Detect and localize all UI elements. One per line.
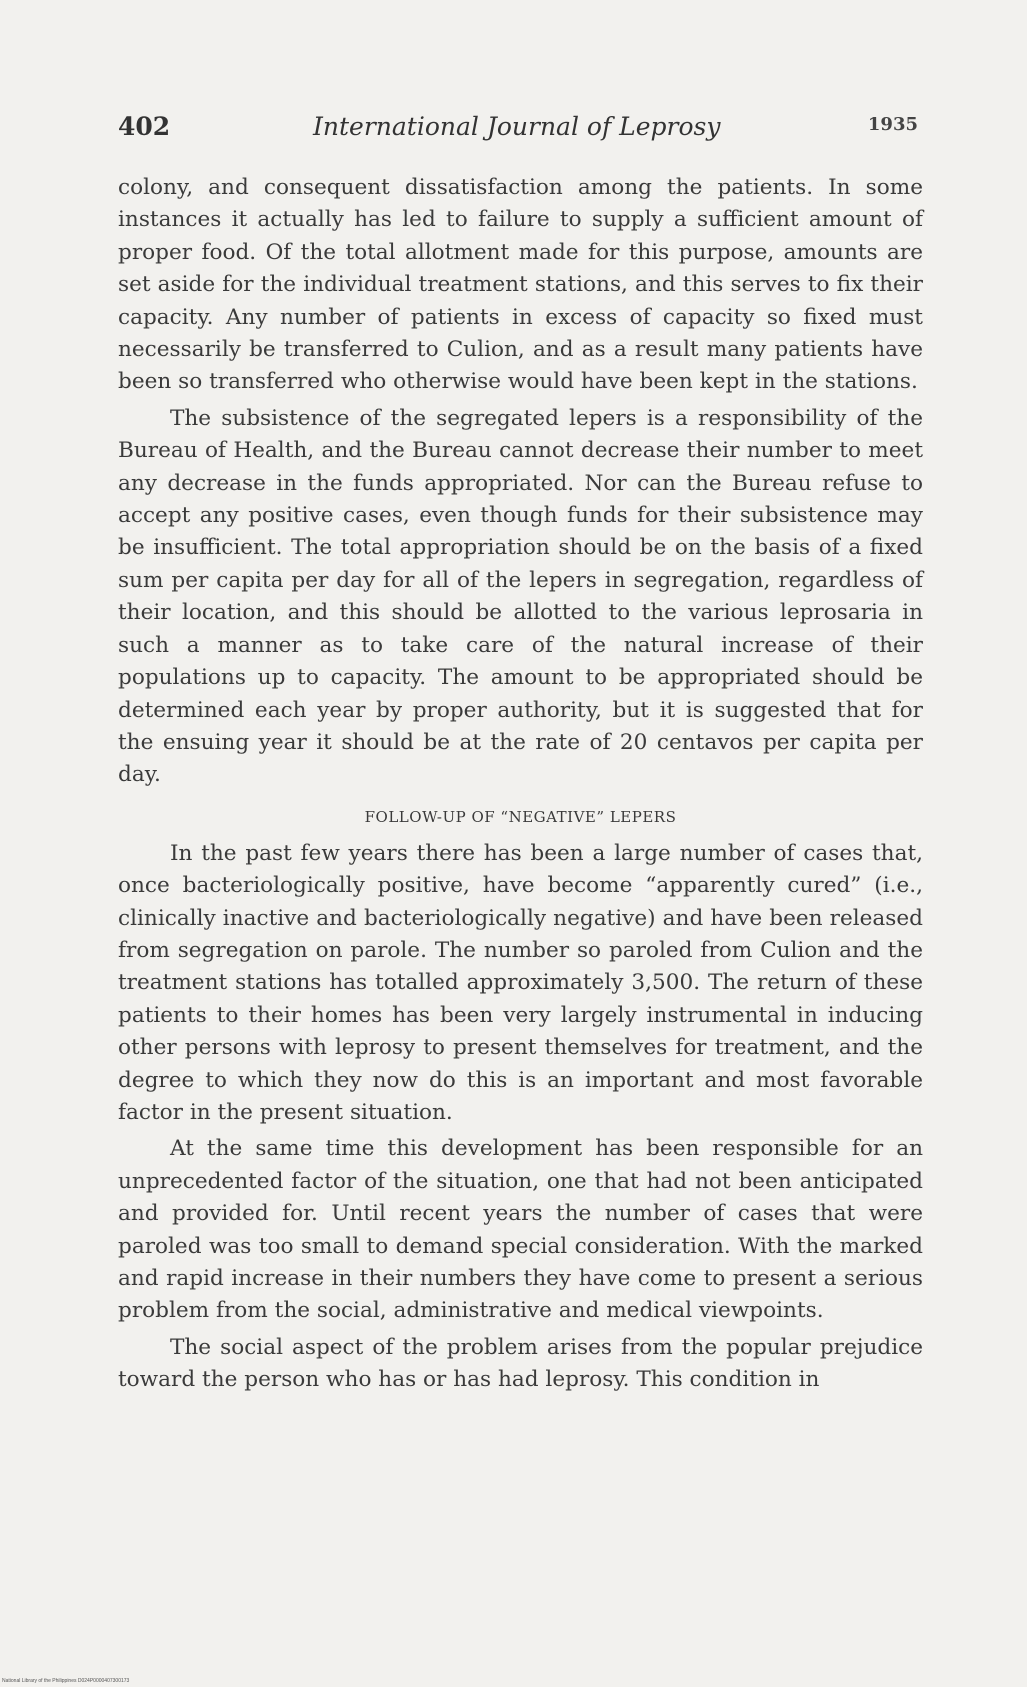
paragraph-negative-cases: In the past few years there has been a large number of cases that, once bacteriologically positive, have become “apparently cured” (i.e., clinically inactive and bacteriologically negative) and have been released from segregation on parole. The number so paroled from Culion and the treatment stations has totalled approximately 3,500. The return of these patients to their homes has been very largely instrumental in inducing other persons with leprosy to present themselves for treatment, and the degree to which they now do this is an important and most favorable factor in the present situation. — [118, 840, 923, 1125]
section-heading: FOLLOW-UP OF “NEGATIVE” LEPERS — [364, 807, 677, 826]
archive-footer-note: National Library of the Philippines D024P0000407300173 — [2, 1678, 130, 1684]
page-number: 402 — [118, 112, 171, 141]
running-head — [118, 112, 918, 152]
paragraph-social-aspect: The social aspect of the problem arises from the popular prejudice toward the person who has or has had leprosy. This condition in — [118, 1334, 923, 1393]
journal-title: International Journal of Leprosy — [313, 112, 721, 141]
article-body — [118, 172, 923, 1401]
paragraph-subsistence: The subsistence of the segregated lepers is a responsibility of the Bureau of Health, and the Bureau cannot decrease their number to meet any decrease in the funds appropriated. Nor can the Bureau refuse to accept any positive cases, even though funds for their subsistence may be insufficient. The total appropriation should be on the basis of a fixed sum per capita per day for all of the lepers in segregation, regardless of their location, and this should be allotted to the various leprosaria in such a manner as to take care of the natural increase of their populations up to capacity. The amount to be appropriated should be determined each year by proper authority, but it is suggested that for the ensuing year it should be at the rate of 20 centavos per capita per day. — [118, 405, 923, 788]
publication-year: 1935 — [867, 114, 918, 135]
paragraph-unprecedented-factor: At the same time this development has been responsible for an unprecedented factor of the situation, one that had not been anticipated and provided for. Until recent years the number of cases that were paroled was too small to demand special consideration. With the marked and rapid increase in their numbers they have come to present a serious problem from the social, administrative and medical viewpoints. — [118, 1136, 923, 1324]
paragraph-continued: colony, and consequent dissatisfaction among the patients. In some instances it actually has led to failure to supply a sufficient amount of proper food. Of the total allotment made for this purpose, amounts are set aside for the individual treatment stations, and this serves to fix their capacity. Any number of patients in excess of capacity so fixed must necessarily be transferred to Culion, and as a result many patients have been so transferred who otherwise would have been kept in the stations. — [118, 175, 923, 395]
